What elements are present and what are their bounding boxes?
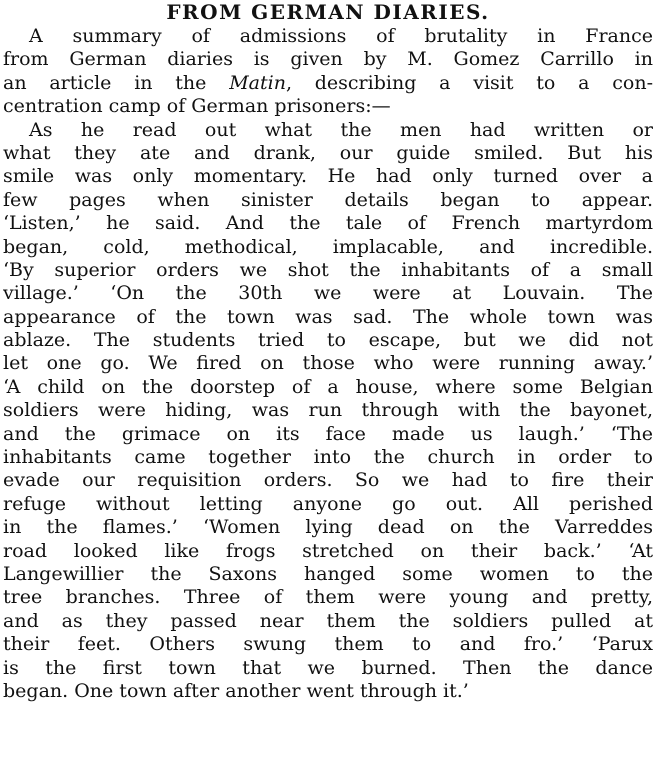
text-line: ‘A child on the doorstep of a house, where some Belgian (3, 375, 653, 398)
text-line: smile was only momentary. He had only turned over a (3, 165, 653, 188)
text-line: their feet. Others swung them to and fro.’ ‘Parux (3, 633, 653, 656)
text-line: is the first town that we burned. Then the dance (3, 656, 653, 679)
text-line: inhabitants came together into the church in order to (3, 446, 653, 469)
text-line: began. One town after another went through it.’ (3, 679, 469, 702)
text-line: few pages when sinister details began to appear. (3, 188, 653, 211)
text-line: in the flames.’ ‘Women lying dead on the Varreddes (3, 516, 653, 539)
article-headline: FROM GERMAN DIARIES. (166, 0, 490, 24)
text-line: ‘Listen,’ he said. And the tale of French martyrdom (3, 212, 653, 235)
article-body (3, 25, 653, 703)
text-line: began, cold, methodical, implacable, and incredible. (3, 235, 653, 258)
text-line: road looked like frogs stretched on their back.’ ‘At (3, 539, 653, 562)
text-line: from German diaries is given by M. Gomez Carrillo in (3, 48, 653, 71)
text-line: ‘By superior orders we shot the inhabitants of a small (3, 258, 653, 281)
text-line: an article in the Matin, describing a visit to a con- (3, 71, 653, 94)
text-line: and as they passed near them the soldiers pulled at (3, 609, 653, 632)
text-line: Langewillier the Saxons hanged some women to the (3, 562, 653, 585)
text-line: village.’ ‘On the 30th we were at Louvain. The (3, 282, 653, 305)
text-line: As he read out what the men had written or (29, 118, 653, 141)
text-line: A summary of admissions of brutality in France (29, 25, 653, 47)
text-line: evade our requisition orders. So we had to fire their (3, 469, 653, 492)
newspaper-title: Matin (229, 71, 286, 94)
text-line: refuge without letting anyone go out. All perished (3, 492, 653, 515)
text-line: let one go. We fired on those who were running away.’ (3, 352, 653, 375)
text-line: appearance of the town was sad. The whole town was (3, 305, 653, 328)
text-line: tree branches. Three of them were young and pretty, (3, 586, 653, 609)
text-line: what they ate and drank, our guide smiled. But his (3, 141, 653, 164)
text-line: soldiers were hiding, was run through with the bayonet, (3, 399, 653, 422)
text-line: ablaze. The students tried to escape, but we did not (3, 329, 653, 352)
text-line: centration camp of German prisoners:— (3, 95, 391, 118)
text-line: and the grimace on its face made us laugh.’ ‘The (3, 422, 653, 445)
